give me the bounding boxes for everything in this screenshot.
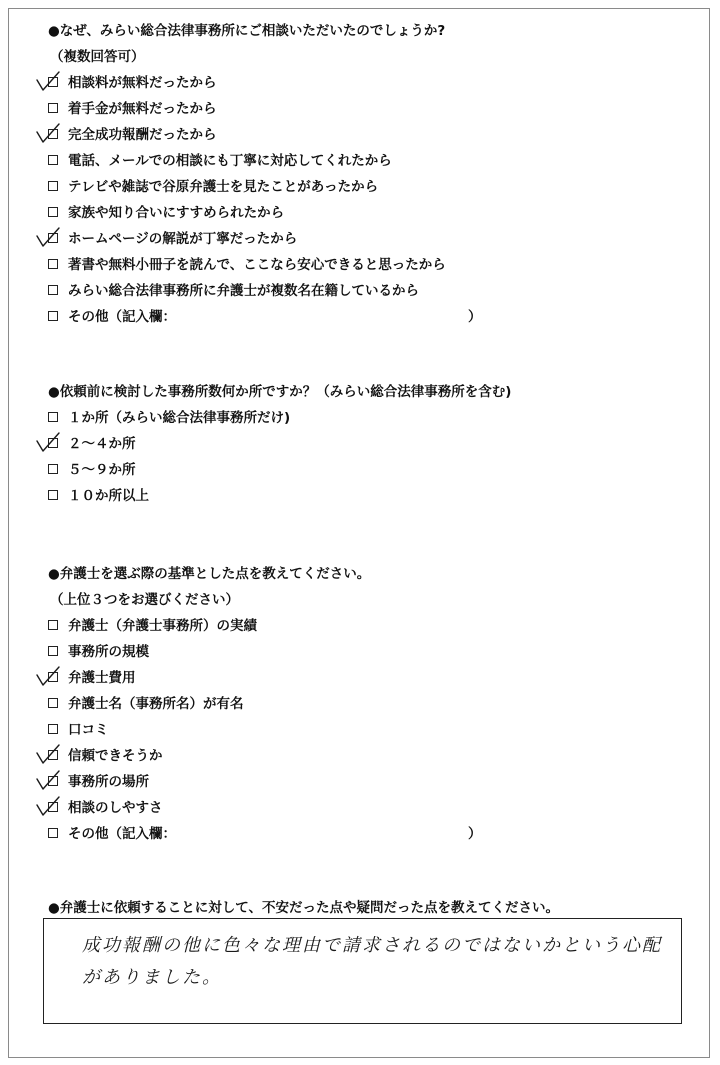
- option-label: 家族や知り合いにすすめられたから: [68, 205, 285, 221]
- checkbox[interactable]: [48, 259, 58, 269]
- checkbox-option[interactable]: [48, 669, 688, 695]
- checkbox-option[interactable]: [48, 435, 688, 461]
- checkbox[interactable]: [48, 155, 58, 165]
- checkbox[interactable]: [48, 285, 58, 295]
- checkbox[interactable]: [48, 412, 58, 422]
- checkbox-option[interactable]: [48, 721, 688, 747]
- checkmark-icon: [35, 123, 65, 145]
- option-label: 着手金が無料だったから: [68, 101, 217, 117]
- checkbox-option[interactable]: [48, 409, 688, 435]
- answer-line-2: がありました。: [82, 967, 222, 988]
- option-label: 相談料が無料だったから: [68, 75, 217, 91]
- checkbox-option[interactable]: [48, 230, 688, 256]
- checkbox-option[interactable]: [48, 204, 688, 230]
- checkbox[interactable]: [48, 620, 58, 630]
- checkmark-icon: [35, 744, 65, 766]
- option-label: 著書や無料小冊子を読んで、ここなら安心できると思ったから: [68, 257, 446, 273]
- checkmark-icon: [35, 227, 65, 249]
- checkbox-option[interactable]: [48, 487, 688, 513]
- option-label: ホームページの解説が丁寧だったから: [68, 231, 298, 247]
- checkmark-icon: [35, 666, 65, 688]
- checkbox-option[interactable]: [48, 74, 688, 100]
- checkbox-option[interactable]: [48, 100, 688, 126]
- checkmark-icon: [35, 432, 65, 454]
- checkbox[interactable]: [48, 490, 58, 500]
- question-3-title: ●弁護士を選ぶ際の基準とした点を教えてください。: [48, 566, 371, 582]
- question-1-note: （複数回答可）: [50, 49, 145, 65]
- option-label: ２～４か所: [68, 436, 136, 452]
- question-1-options: [48, 74, 688, 334]
- checkbox[interactable]: [48, 103, 58, 113]
- option-label: １０か所以上: [68, 488, 149, 504]
- checkbox[interactable]: [48, 724, 58, 734]
- checkbox-option[interactable]: [48, 256, 688, 282]
- checkbox-option[interactable]: [48, 461, 688, 487]
- other-close-paren: ）: [468, 826, 482, 842]
- option-label: ５～９か所: [68, 462, 136, 478]
- question-2-title: ●依頼前に検討した事務所数何か所ですか？（みらい総合法律事務所を含む): [48, 384, 512, 400]
- checkbox-option[interactable]: [48, 282, 688, 308]
- checkbox-option[interactable]: [48, 747, 688, 773]
- checkbox-option[interactable]: [48, 643, 688, 669]
- question-3-section: [48, 565, 688, 851]
- option-label: 弁護士名（事務所名）が有名: [68, 696, 244, 712]
- checkmark-icon: [35, 71, 65, 93]
- checkbox[interactable]: [48, 464, 58, 474]
- option-label: 事務所の場所: [68, 774, 149, 790]
- question-1-section: [48, 22, 688, 334]
- option-label: 完全成功報酬だったから: [68, 127, 217, 143]
- option-label: 弁護士費用: [68, 670, 136, 686]
- option-label: その他（記入欄：: [68, 309, 176, 325]
- option-label: 事務所の規模: [68, 644, 149, 660]
- other-close-paren: ）: [468, 309, 482, 325]
- question-2-options: [48, 409, 688, 513]
- option-label: 電話、メールでの相談にも丁寧に対応してくれたから: [68, 153, 392, 169]
- question-3-options: [48, 617, 688, 851]
- option-label: 弁護士（弁護士事務所）の実績: [68, 618, 257, 634]
- checkbox-option[interactable]: [48, 695, 688, 721]
- checkmark-icon: [35, 796, 65, 818]
- option-label: みらい総合法律事務所に弁護士が複数名在籍しているから: [68, 283, 419, 299]
- checkbox-option[interactable]: [48, 773, 688, 799]
- option-label: テレビや雑誌で谷原弁護士を見たことがあったから: [68, 179, 379, 195]
- question-2-section: [48, 383, 688, 513]
- question-3-note: （上位３つをお選びください）: [50, 592, 239, 608]
- option-label: その他（記入欄：: [68, 826, 176, 842]
- checkbox-option[interactable]: [48, 308, 688, 334]
- checkbox-option[interactable]: [48, 152, 688, 178]
- checkbox[interactable]: [48, 181, 58, 191]
- checkbox[interactable]: [48, 646, 58, 656]
- option-label: 相談のしやすさ: [68, 800, 163, 816]
- checkmark-icon: [35, 770, 65, 792]
- checkbox[interactable]: [48, 828, 58, 838]
- question-4-title: ●弁護士に依頼することに対して、不安だった点や疑問だった点を教えてください。: [48, 900, 560, 916]
- question-1-title: ●なぜ、みらい総合法律事務所にご相談いただいたのでしょうか?: [48, 23, 446, 39]
- answer-line-1: 成功報酬の他に色々な理由で請求されるのではないかという心配: [82, 935, 662, 956]
- checkbox-option[interactable]: [48, 799, 688, 825]
- option-label: 口コミ: [68, 722, 109, 738]
- checkbox[interactable]: [48, 207, 58, 217]
- checkbox[interactable]: [48, 311, 58, 321]
- option-label: 信頼できそうか: [68, 748, 163, 764]
- checkbox-option[interactable]: [48, 126, 688, 152]
- checkbox-option[interactable]: [48, 617, 688, 643]
- answer-box[interactable]: [43, 918, 682, 1024]
- checkbox-option[interactable]: [48, 825, 688, 851]
- option-label: １か所（みらい総合法律事務所だけ): [68, 410, 291, 426]
- checkbox[interactable]: [48, 698, 58, 708]
- checkbox-option[interactable]: [48, 178, 688, 204]
